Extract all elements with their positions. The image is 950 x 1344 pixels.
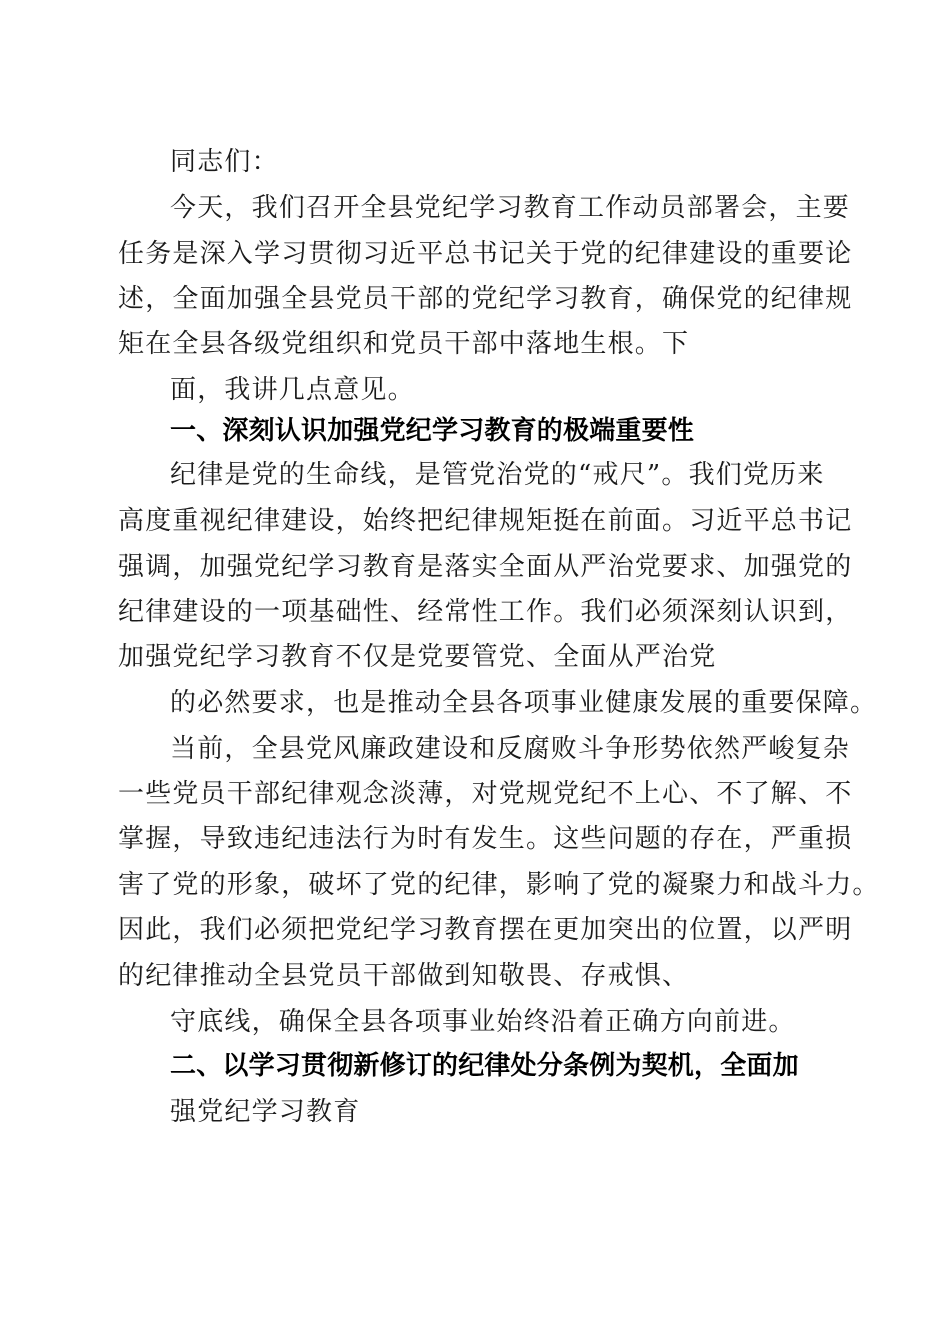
paragraph-line: 面，我讲几点意见。 (170, 375, 415, 405)
paragraph-line: 因此，我们必须把党纪学习教育摆在更加突出的位置，以严明 (118, 915, 853, 945)
paragraph-line: 的纪律推动全县党员干部做到知敬畏、存戒惧、 (118, 961, 690, 991)
greeting: 同志们： (170, 147, 279, 177)
paragraph-line: 矩在全县各级党组织和党员干部中落地生根。下 (118, 329, 690, 359)
paragraph-line: 当前，全县党风廉政建设和反腐败斗争形势依然严峻复杂 (170, 734, 851, 764)
paragraph-line: 一些党员干部纪律观念淡薄，对党规党纪不上心、不了解、不 (118, 779, 853, 809)
paragraph-line: 纪律是党的生命线，是管党治党的“戒尺”。我们党历来 (170, 460, 825, 490)
paragraph-line: 高度重视纪律建设，始终把纪律规矩挺在前面。习近平总书记 (118, 506, 853, 536)
paragraph-line: 掌握，导致违纪违法行为时有发生。这些问题的存在，严重损 (118, 824, 853, 854)
paragraph-line: 守底线，确保全县各项事业始终沿着正确方向前进。 (170, 1007, 796, 1037)
paragraph-line: 的必然要求，也是推动全县各项事业健康发展的重要保障。 (170, 688, 878, 718)
paragraph-line: 加强党纪学习教育不仅是党要管党、全面从严治党 (118, 642, 717, 672)
paragraph-line: 害了党的形象，破坏了党的纪律，影响了党的凝聚力和战斗力。 (118, 870, 880, 900)
paragraph-line: 述，全面加强全县党员干部的党纪学习教育，确保党的纪律规 (118, 284, 853, 314)
section-heading-2: 二、以学习贯彻新修订的纪律处分条例为契机，全面加 (170, 1051, 799, 1081)
section-heading-2-continued: 强党纪学习教育 (170, 1097, 361, 1127)
paragraph-line: 强调，加强党纪学习教育是落实全面从严治党要求、加强党的 (118, 552, 853, 582)
paragraph-line: 纪律建设的一项基础性、经常性工作。我们必须深刻认识到， (118, 597, 853, 627)
paragraph-line: 今天，我们召开全县党纪学习教育工作动员部署会，主要 (170, 193, 851, 223)
paragraph-line: 任务是深入学习贯彻习近平总书记关于党的纪律建设的重要论 (118, 239, 853, 269)
section-heading-1: 一、深刻认识加强党纪学习教育的极端重要性 (170, 416, 695, 446)
